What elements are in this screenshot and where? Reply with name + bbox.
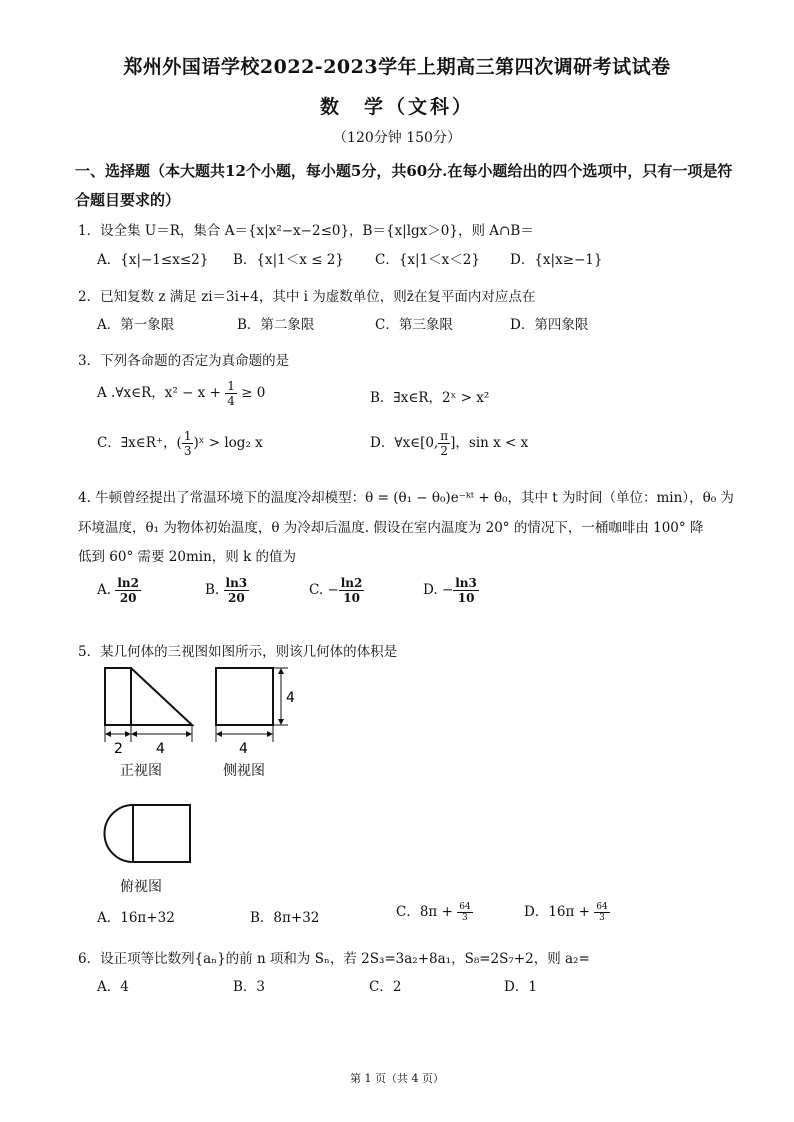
dim-label-4-horizontal: 4 <box>239 741 248 757</box>
dim-label-2: 2 <box>114 741 123 757</box>
question-6-option-a: A．4 <box>97 979 129 995</box>
arrow-head <box>186 731 192 737</box>
question-3-option-a: A .∀x∈R，x² − x + $\frac{1}{4}$ ≥ 0 <box>97 379 266 408</box>
question-6-option-c: C．2 <box>369 979 402 995</box>
question-3-stem: 3．下列各命题的否定为真命题的是 <box>78 353 290 369</box>
subject-title: 数 学（文科） <box>319 96 474 118</box>
question-4-line-2: 环境温度，θ₁ 为物体初始温度，θ 为冷却后温度. 假设在室内温度为 20° 的情况下，一桶咖啡由 100° 降 <box>78 520 704 536</box>
front-view-rect <box>105 668 131 725</box>
front-view-triangle <box>131 668 192 725</box>
question-4-line-1: 4. 牛顿曾经提出了常温环境下的温度冷却模型：θ = (θ₁ − θ₀)e⁻ᵏᵗ + θ₀，其中 t 为时间（单位：min），θ₀ 为 <box>78 490 734 506</box>
question-4-option-b: B. $\frac{\ln 3}{20}$ <box>205 576 248 605</box>
question-5-option-c: C．8π + $\frac{64}{3}$ <box>396 902 471 923</box>
side-view-label: 侧视图 <box>223 763 265 779</box>
dim-label-4: 4 <box>156 741 165 757</box>
top-view-figure <box>98 800 198 870</box>
question-6-stem: 6．设正项等比数列{aₙ}的前 n 项和为 Sₙ，若 2S₃=3a₂+8a₁，S₈=2S₇+2，则 a₂= <box>78 951 590 967</box>
exam-meta: （120分钟 150分） <box>333 130 461 146</box>
question-1-option-d: D．{x|x≥−1} <box>510 252 603 268</box>
question-4-option-c: C. − $\frac{\ln 2}{10}$ <box>309 576 363 605</box>
question-4-option-d: D. − $\frac{\ln 3}{10}$ <box>423 576 477 605</box>
side-view-square <box>216 668 273 725</box>
arrow-head <box>278 668 284 674</box>
side-view-figure <box>210 662 305 757</box>
arrow-head <box>105 731 111 737</box>
question-5-option-a: A．16π+32 <box>97 910 175 926</box>
question-2-option-b: B．第二象限 <box>237 317 315 333</box>
question-2-stem: 2．已知复数 z 满足 zi＝3i+4，其中 i 为虚数单位，则z̄在复平面内对应点在 <box>78 289 536 305</box>
question-2-option-d: D．第四象限 <box>510 317 589 333</box>
question-5-stem: 5．某几何体的三视图如图所示，则该几何体的体积是 <box>78 644 398 660</box>
front-view-label: 正视图 <box>120 763 162 779</box>
question-6-option-b: B．3 <box>233 979 266 995</box>
top-view-semicircle <box>105 805 134 862</box>
question-3-option-c: C．∃x∈R⁺，( $\frac{1}{3}$ )ˣ > log₂ x <box>97 429 263 458</box>
front-view-figure <box>95 662 205 757</box>
page-title: 郑州外国语学校2022-2023学年上期高三第四次调研考试试卷 <box>123 56 671 78</box>
top-view-square <box>133 805 190 862</box>
arrow-head <box>267 731 273 737</box>
question-1-option-a: A．{x|−1≤x≤2} <box>97 252 209 268</box>
question-1-option-c: C．{x|1＜x＜2} <box>375 252 480 268</box>
question-5-option-d: D．16π + $\frac{64}{3}$ <box>524 902 608 923</box>
arrow-head <box>125 731 131 737</box>
question-2-option-a: A．第一象限 <box>97 317 175 333</box>
top-view-label: 俯视图 <box>120 879 162 895</box>
question-5-option-b: B．8π+32 <box>250 910 320 926</box>
section-heading: 一、选择题（本大题共12个小题，每小题5分，共60分.在每小题给出的四个选项中，只有一项是符合题目要求的） <box>75 162 733 209</box>
question-3-option-b: B．∃x∈R，2ˣ > x² <box>370 390 490 406</box>
question-2-option-c: C．第三象限 <box>375 317 453 333</box>
arrow-head <box>278 719 284 725</box>
question-1-option-b: B．{x|1＜x ≤ 2} <box>233 252 344 268</box>
question-4-option-a: A. $\frac{\ln 2}{20}$ <box>97 576 139 605</box>
arrow-head <box>216 731 222 737</box>
dim-label-4-vertical: 4 <box>286 690 295 706</box>
question-3-option-d: D．∀x∈[0, $\frac{\pi}{2}$ ]，sin x < x <box>370 429 529 458</box>
arrow-head <box>131 731 137 737</box>
page-number: 第 1 页（共 4 页） <box>350 1072 444 1085</box>
question-6-option-d: D．1 <box>504 979 537 995</box>
question-1-stem: 1．设全集 U＝R，集合 A＝{x|x²−x−2≤0}，B＝{x|lgx＞0}，则 A∩B＝ <box>78 223 534 239</box>
question-4-line-3: 低到 60° 需要 20min，则 k 的值为 <box>78 549 297 565</box>
